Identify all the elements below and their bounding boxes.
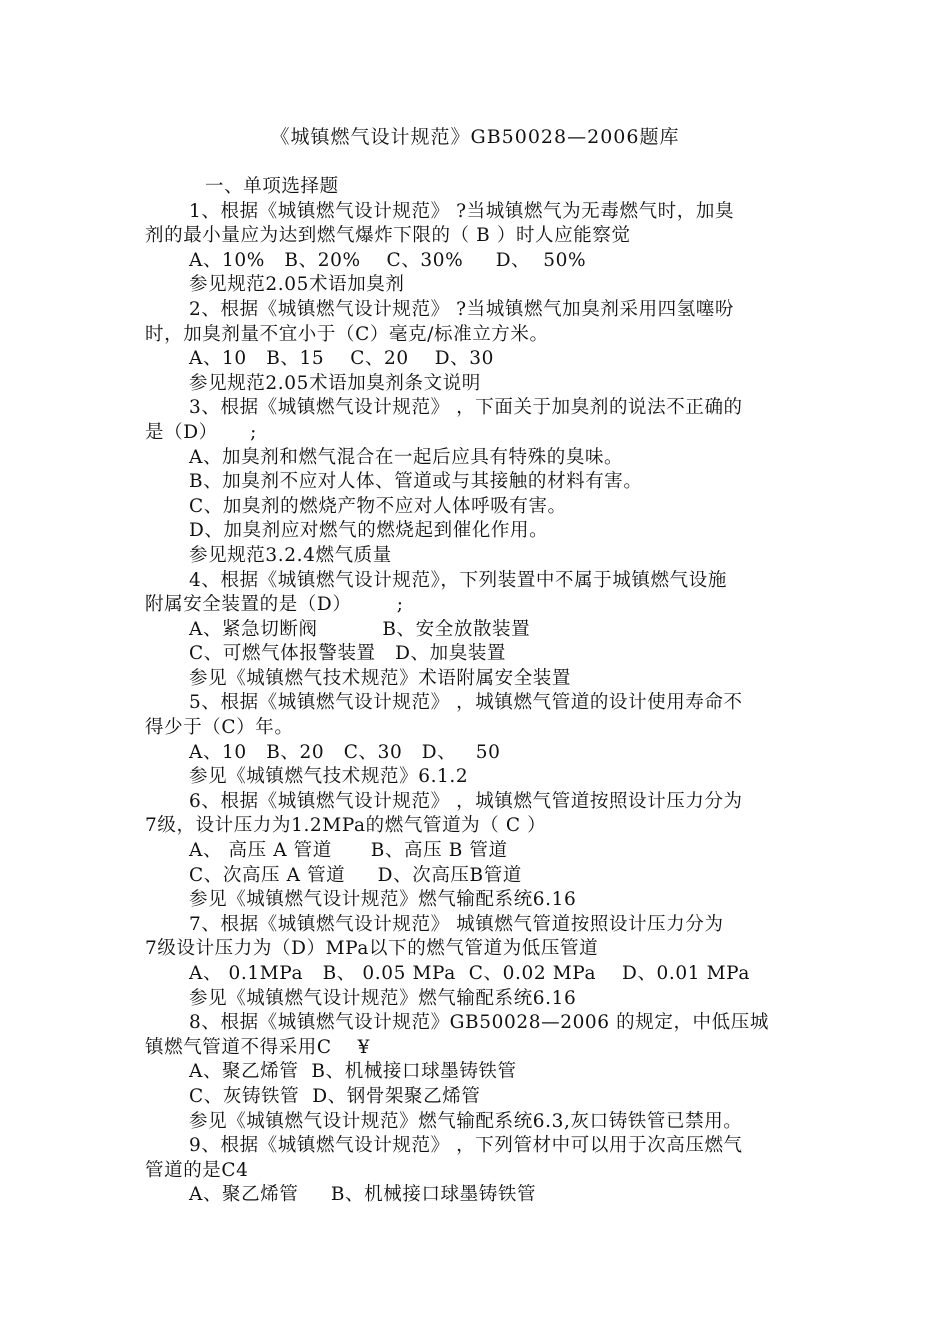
text-line: B、加臭剂不应对人体、管道或与其接触的材料有害。 <box>189 471 643 493</box>
text-line: 管道的是C4 <box>145 1159 249 1181</box>
text-line: 7级，设计压力为1.2MPa的燃气管道为（ C ） <box>145 815 547 837</box>
text-line: 5、根据《城镇燃气设计规范》 ，城镇燃气管道的设计使用寿命不 <box>189 692 743 714</box>
text-line: C、次高压 A 管道 D、次高压B管道 <box>189 864 522 886</box>
text-line: C、加臭剂的燃烧产物不应对人体呼吸有害。 <box>189 495 567 517</box>
text-line: 时，加臭剂量不宜小于（C）毫克/标准立方米。 <box>145 323 549 345</box>
text-line: 1、根据《城镇燃气设计规范》 ?当城镇燃气为无毒燃气时，加臭 <box>189 200 735 222</box>
text-line: A、聚乙烯管 B、机械接口球墨铸铁管 <box>189 1061 517 1083</box>
text-line: A、 0.1MPa B、 0.05 MPa C、0.02 MPa D、0.01 MPa <box>189 963 751 984</box>
text-line: C、可燃气体报警装置 D、加臭装置 <box>189 643 507 665</box>
text-line: A、紧急切断阀 B、安全放散装置 <box>189 618 531 640</box>
text-line: 镇燃气管道不得采用C ¥ <box>145 1036 370 1058</box>
text-line: 参见《城镇燃气设计规范》燃气输配系统6.3,灰口铸铁管已禁用。 <box>189 1110 743 1132</box>
text-line: 参见《城镇燃气技术规范》术语附属安全装置 <box>189 667 572 689</box>
text-line: 是（D） ; <box>145 421 257 443</box>
text-line: D、加臭剂应对燃气的燃烧起到催化作用。 <box>189 520 549 542</box>
text-line: C、灰铸铁管 D、钢骨架聚乙烯管 <box>189 1085 481 1107</box>
text-line: 参见《城镇燃气设计规范》燃气输配系统6.16 <box>189 889 577 911</box>
text-line: 6、根据《城镇燃气设计规范》 ，城镇燃气管道按照设计压力分为 <box>189 790 743 812</box>
text-line: 3、根据《城镇燃气设计规范》 ，下面关于加臭剂的说法不正确的 <box>189 397 743 419</box>
text-line: A、10 B、20 C、30 D、 50 <box>189 741 501 763</box>
text-line: A、10% B、20% C、30% D、 50% <box>189 249 587 271</box>
text-line: 8、根据《城镇燃气设计规范》GB50028—2006 的规定，中低压城 <box>189 1012 769 1034</box>
text-line: 剂的最小量应为达到燃气爆炸下限的（ B ）时人应能察觉 <box>145 225 631 247</box>
text-line: A、聚乙烯管 B、机械接口球墨铸铁管 <box>189 1184 537 1206</box>
text-line: A、10 B、15 C、20 D、30 <box>189 348 494 370</box>
text-line: 得少于（C）年。 <box>145 717 294 739</box>
text-line: 2、根据《城镇燃气设计规范》 ?当城镇燃气加臭剂采用四氢噻吩 <box>189 298 735 320</box>
text-line: 一、单项选择题 <box>205 176 339 197</box>
text-line: 参见规范2.05术语加臭剂条文说明 <box>189 372 481 394</box>
text-line: 参见规范3.2.4燃气质量 <box>189 544 392 566</box>
text-line: A、加臭剂和燃气混合在一起后应具有特殊的臭味。 <box>189 446 624 468</box>
page-title: 《城镇燃气设计规范》GB50028—2006题库 <box>270 126 680 148</box>
text-line: 参见《城镇燃气技术规范》6.1.2 <box>189 766 469 788</box>
text-line: 参见规范2.05术语加臭剂 <box>189 274 405 296</box>
text-line: 7级设计压力为（D）MPa以下的燃气管道为低压管道 <box>145 938 599 960</box>
text-line: 参见《城镇燃气设计规范》燃气输配系统6.16 <box>189 987 577 1009</box>
document-body <box>145 175 815 1208</box>
text-line: 附属安全装置的是（D） ; <box>145 594 404 616</box>
text-line: A、 高压 A 管道 B、高压 B 管道 <box>189 840 508 862</box>
text-line: 4、根据《城镇燃气设计规范》，下列装置中不属于城镇燃气设施 <box>189 569 727 591</box>
text-line: 9、根据《城镇燃气设计规范》 ，下列管材中可以用于次高压燃气 <box>189 1135 743 1157</box>
text-line: 7、根据《城镇燃气设计规范》 城镇燃气管道按照设计压力分为 <box>189 913 724 935</box>
